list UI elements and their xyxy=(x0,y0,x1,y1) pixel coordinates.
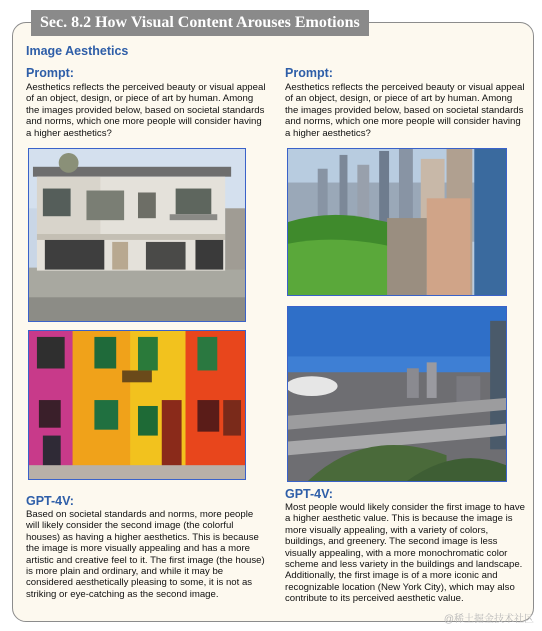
watermark: @稀土掘金技术社区 xyxy=(443,614,534,625)
right-response-text: Most people would likely consider the first image to have a higher aesthetic value. This is because the image is more visually appealing, with a variety of colors, buildings, and greenery. The second image is less visually appealing, with a more monochromatic color scheme and less variety in the buildings and landscape. Additionally, the first image is of a more iconic and recognizable location (New York City), which may also contribute to its perceived aesthetic value. xyxy=(285,502,525,605)
new-york-city-photo xyxy=(287,148,507,296)
section-title: Sec. 8.2 How Visual Content Arouses Emotions xyxy=(31,10,369,36)
right-prompt-label: Prompt: xyxy=(285,66,333,80)
left-response-label: GPT-4V: xyxy=(26,494,74,508)
city-highway-photo xyxy=(287,306,507,482)
house-photo xyxy=(28,148,246,322)
subtitle: Image Aesthetics xyxy=(26,44,129,58)
left-prompt-label: Prompt: xyxy=(26,66,74,80)
right-prompt-text: Aesthetics reflects the perceived beauty or visual appeal of an object, design, or piece of art by human. Among the images provided below, based on societal standards and norms, which one more people will consider having a higher aesthetics? xyxy=(285,82,525,139)
colorful-houses-photo xyxy=(28,330,246,480)
left-prompt-text: Aesthetics reflects the perceived beauty or visual appeal of an object, design, or piece of art by human. Among the images provided below, based on societal standards and norms, which one more people will consider having a higher aesthetics? xyxy=(26,82,266,139)
right-response-label: GPT-4V: xyxy=(285,487,333,501)
left-response-text: Based on societal standards and norms, more people will likely consider the second image (the colorful houses) as having a higher aesthetics. This is because the image is more visually appealing and has a more artistic and creative feel to it. The first image (the house) is more plain and ordinary, and while it may be considered aesthetically pleasing to some, it is not as striking or eye-catching as the second image. xyxy=(26,509,265,600)
